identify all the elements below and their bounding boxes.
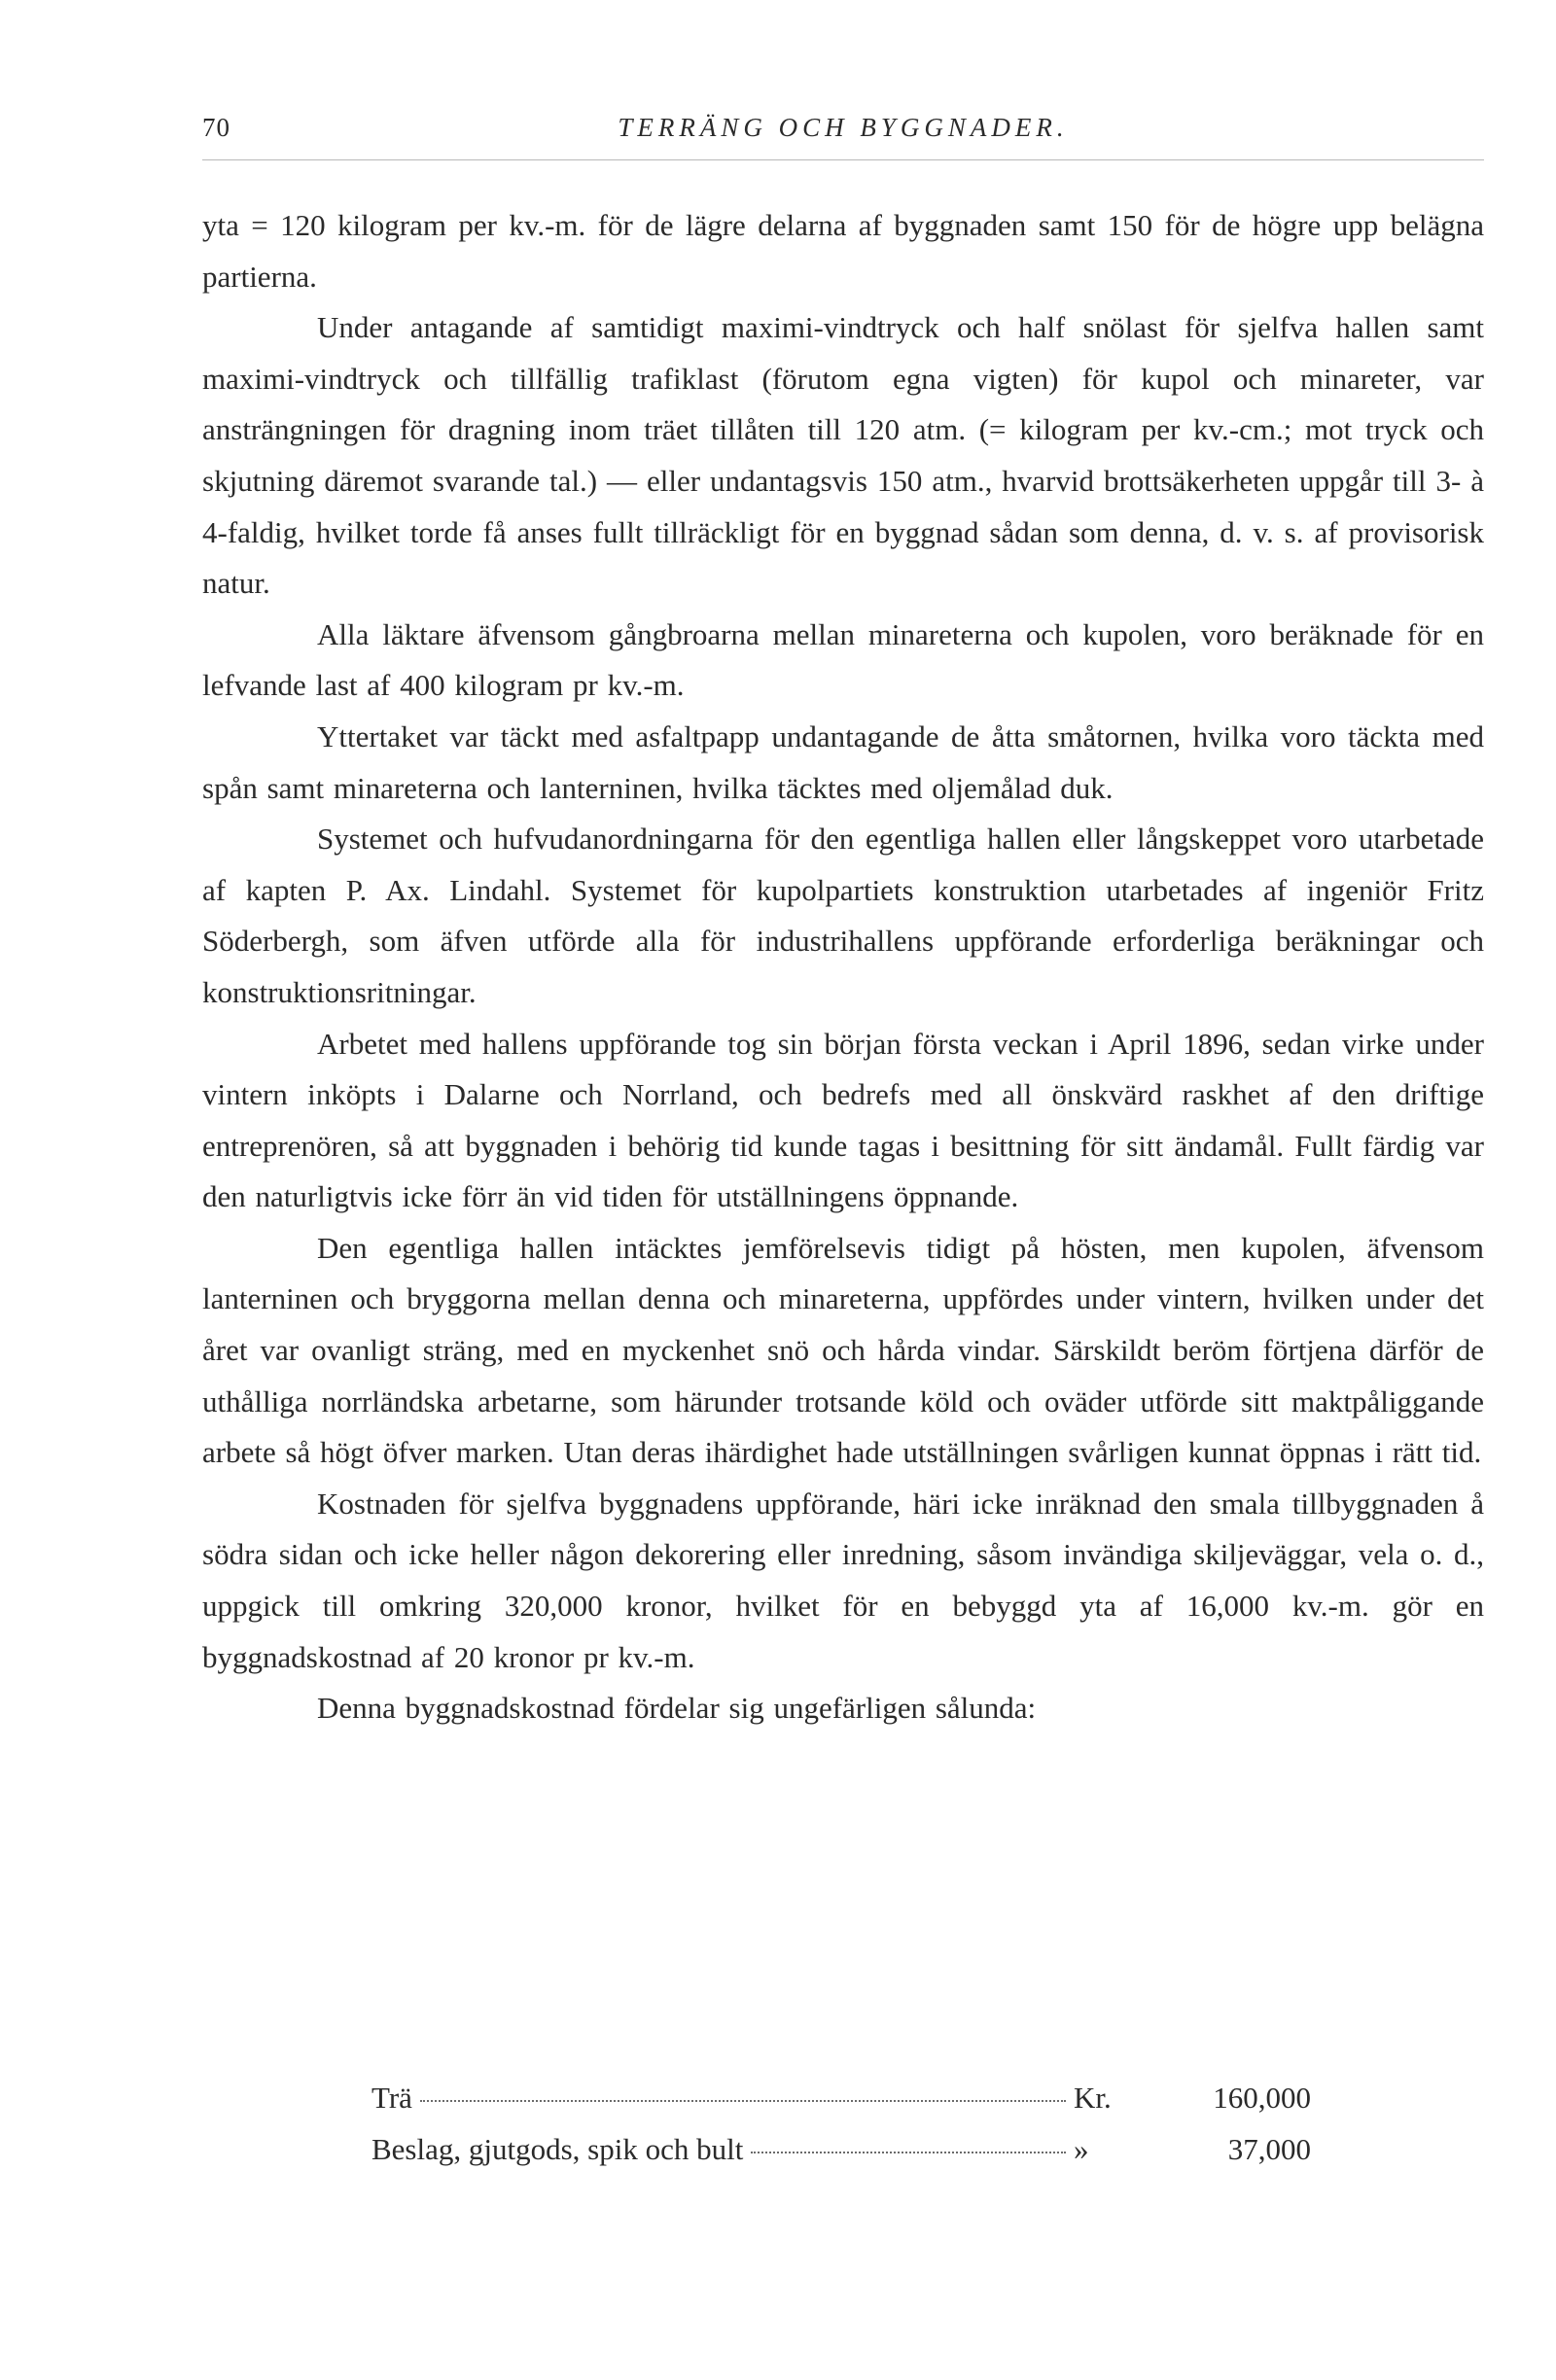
cost-amount: 160,000 bbox=[1213, 2081, 1311, 2115]
dot-leader bbox=[420, 2100, 1066, 2102]
header-rule bbox=[202, 159, 1484, 160]
body-text bbox=[202, 200, 1484, 1734]
running-head bbox=[202, 113, 1484, 156]
running-title: TERRÄNG OCH BYGGNADER. bbox=[618, 113, 1069, 142]
dot-leader bbox=[751, 2152, 1066, 2153]
page-number: 70 bbox=[202, 113, 230, 142]
paragraph: Yttertaket var täckt med asfaltpapp undantagande de åtta småtornen, hvilka voro täckta med spån samt minareterna och lanterninen, hvilka täcktes med oljemålad duk. bbox=[202, 718, 1484, 805]
cost-label: Beslag, gjutgods, spik och bult bbox=[371, 2131, 744, 2166]
paragraph: yta = 120 kilogram per kv.-m. för de lägre delarna af byggnaden samt 150 för de högre upp belägna partierna. bbox=[202, 208, 1484, 294]
paragraph: Alla läktare äfvensom gångbroarna mellan minareterna och kupolen, voro beräknade för en lefvande last af 400 kilogram pr kv.-m. bbox=[202, 616, 1484, 703]
paragraph: Arbetet med hallens uppförande tog sin början första veckan i April 1896, sedan virke under vintern inköpts i Dalarne och Norrland, och bedrefs med all önskvärd raskhet af den driftige entreprenören, så att byggnaden i behörig tid kunde tagas i besittning för sitt ändamål. Fullt färdig var den naturligtvis icke förr än vid tiden för utställningens öppnande. bbox=[202, 1026, 1484, 1214]
cost-unit: Kr. bbox=[1074, 2081, 1112, 2115]
paragraph: Systemet och hufvudanordningarna för den egentliga hallen eller långskeppet voro utarbetade af kapten P. Ax. Lindahl. Systemet för kupolpartiets konstruktion utarbetades af ingeniör Fritz Söderbergh, som äfven utförde alla för industrihallens uppförande erforderliga beräkningar och konstruktionsritningar. bbox=[202, 822, 1484, 1009]
cost-amount: 37,000 bbox=[1227, 2131, 1311, 2166]
paragraph: Kostnaden för sjelfva byggnadens uppförande, häri icke inräknad den smala tillbyggnaden å södra sidan och icke heller någon dekorering eller inredning, såsom invändiga skiljeväggar, vela o. d., uppgick till omkring 320,000 kronor, hvilket för en bebyggd yta af 16,000 kv.-m. gör en byggnadskostnad af 20 kronor pr kv.-m. bbox=[202, 1486, 1484, 1674]
paragraph: Den egentliga hallen intäcktes jemförelsevis tidigt på hösten, men kupolen, äfvensom lanterninen och bryggorna mellan denna och minareterna, uppfördes under vintern, hvilken under det året var ovanligt sträng, med en myckenhet snö och hårda vindar. Särskildt beröm förtjena därför de uthålliga norrländska arbetarne, som härunder trotsande köld och oväder utförde sitt maktpåliggande arbete så högt öfver marken. Utan deras ihärdighet hade utställningen svårligen kunnat öppnas i rätt tid. bbox=[202, 1230, 1484, 1470]
cost-row bbox=[371, 2132, 1311, 2184]
paragraph: Under antagande af samtidigt maximi-vindtryck och half snölast för sjelfva hallen samt maximi-vindtryck och tillfällig trafiklast (förutom egna vigten) för kupol och minareter, var ansträngningen för dragning inom träet tillåten till 120 atm. (= kilogram per kv.-cm.; mot tryck och skjutning däremot svarande tal.) — eller undantagsvis 150 atm., hvarvid brottsäkerheten uppgår till 3- à 4-faldig, hvilket torde få anses fullt tillräckligt för en byggnad sådan som denna, d. v. s. af provisorisk natur. bbox=[202, 310, 1484, 601]
cost-unit: » bbox=[1074, 2131, 1089, 2166]
paragraph: Denna byggnadskostnad fördelar sig ungefärligen sålunda: bbox=[317, 1691, 1037, 1726]
cost-breakdown-list bbox=[371, 2081, 1311, 2183]
book-page bbox=[202, 0, 1484, 2380]
cost-row bbox=[371, 2081, 1311, 2132]
cost-label: Trä bbox=[371, 2081, 412, 2115]
